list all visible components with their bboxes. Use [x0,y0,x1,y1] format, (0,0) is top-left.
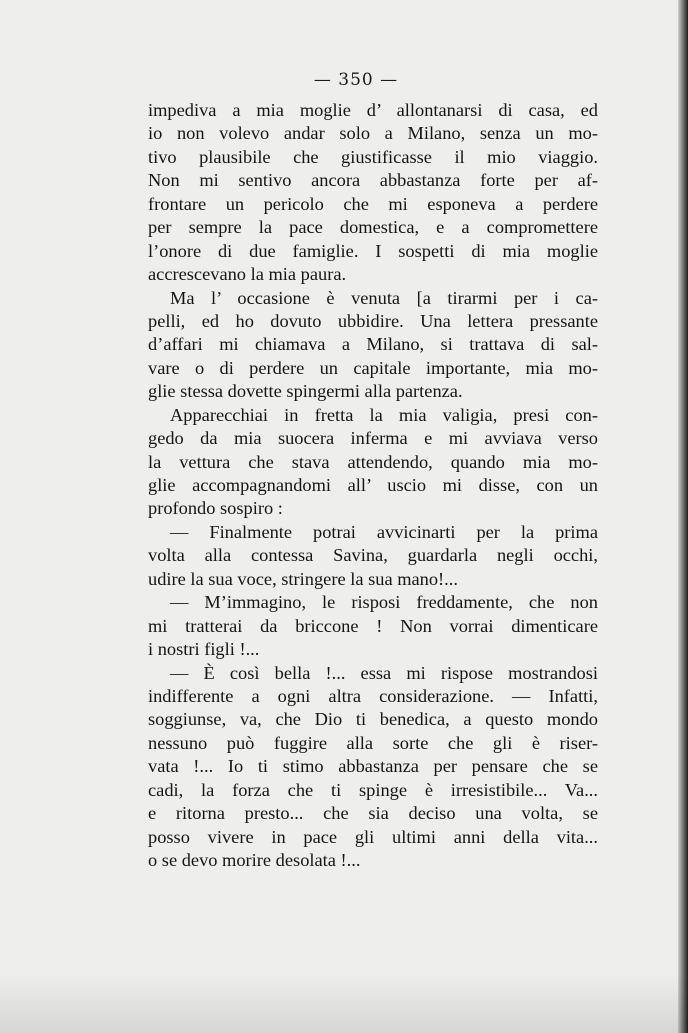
text-line: posso vivere in pace gli ultimi anni della vita... [148,826,598,847]
text-line: vare o di perdere un capitale importante, mia mo- [148,357,598,378]
text-line: — È così bella !... essa mi rispose mostrandosi [170,662,598,683]
text-line: tivo plausibile che giustificasse il mio viaggio. [148,146,598,167]
page-number: — 350 — [313,70,399,90]
text-line: — Finalmente potrai avvicinarti per la prima [170,521,598,542]
text-line: mi tratterai da briccone ! Non vorrai dimenticare [148,615,598,636]
page-edge-shadow [678,0,688,1033]
text-line: volta alla contessa Savina, guardarla negli occhi, [148,545,598,566]
text-line: per sempre la pace domestica, e a compromettere [148,217,598,238]
text-line: d’affari mi chiamava a Milano, si trattava di sal- [148,334,598,355]
text-line: e ritorna presto... che sia deciso una volta, se [148,803,598,824]
text-line: Ma l’ occasione è venuta [a tirarmi per i ca- [170,287,598,308]
text-line: la vettura che stava attendendo, quando mia mo- [148,451,598,472]
text-line: o se devo morire desolata !... [148,850,361,870]
text-line: io non volevo andar solo a Milano, senza un mo- [148,123,598,144]
body-text [148,99,598,872]
text-line: impediva a mia moglie d’ allontanarsi di casa, ed [148,100,598,120]
text-line: frontare un pericolo che mi esponeva a perdere [148,193,598,214]
text-line: indifferente a ogni altra considerazione. — Infatti, [148,685,598,706]
text-line: glie stessa dovette spingermi alla partenza. [148,381,463,402]
text-line: udire la sua voce, stringere la sua mano!... [148,568,458,589]
text-line: Apparecchiai in fretta la mia valigia, presi con- [170,404,598,425]
text-line: l’onore di due famiglie. I sospetti di mia moglie [148,240,598,261]
text-line: accrescevano la mia paura. [148,264,347,285]
text-line: glie accompagnandomi all’ uscio mi disse, con un [148,475,598,495]
page-bottom-shade [0,973,688,1033]
text-line: Non mi sentivo ancora abbastanza forte per af- [148,170,598,191]
text-line: soggiunse, va, che Dio ti benedica, a questo mondo [148,709,598,730]
text-line: vata !... Io ti stimo abbastanza per pensare che se [148,756,598,777]
text-line: cadi, la forza che ti spinge è irresistibile... Va... [148,779,598,800]
text-line: pelli, ed ho dovuto ubbidire. Una lettera pressante [148,310,598,331]
text-line: — M’immagino, le risposi freddamente, che non [170,592,598,613]
text-line: gedo da mia suocera inferma e mi avviava verso [148,428,598,449]
text-line: nessuno può fuggire alla sorte che gli è riser- [148,732,598,753]
text-line: i nostri figli !... [148,639,260,660]
text-line: profondo sospiro : [148,498,283,519]
